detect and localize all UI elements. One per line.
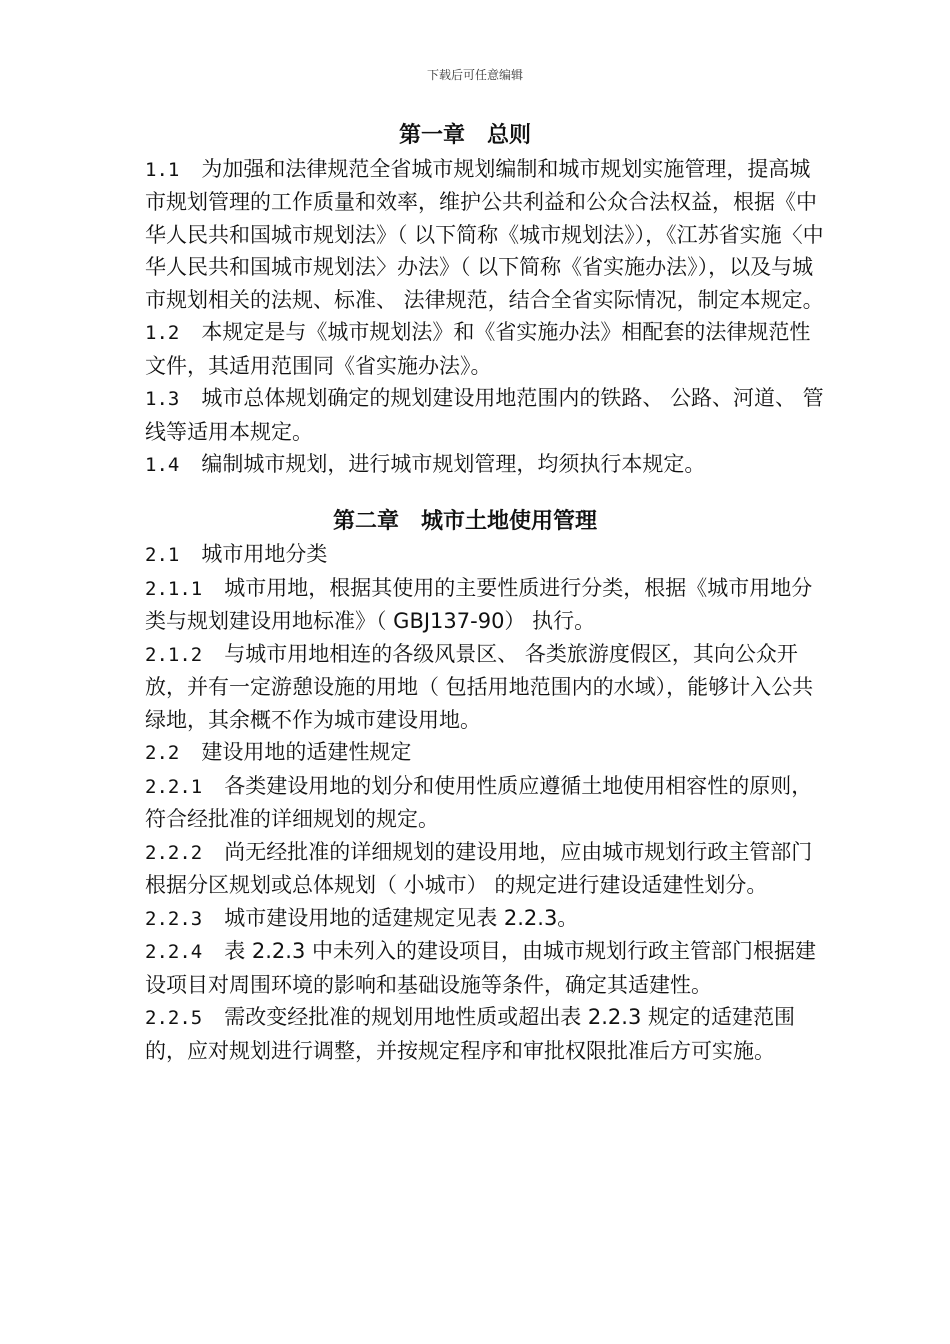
paragraph-2-2 bbox=[145, 736, 825, 770]
paragraph-2-1-1 bbox=[145, 572, 825, 638]
paragraph-2-2-5 bbox=[145, 1001, 825, 1067]
paragraph-text: 为加强和法律规范全省城市规划编制和城市规划实施管理，提高城市规划管理的工作质量和效率，维护公共利益和公众合法权益，根据《中华人民共和国城市规划法》（ 以下简称《城市规划法》），《江苏省实施〈中华人民共和国城市规划法〉办法》（ 以下简称《省实施办法》），以及与城市规划相关的法规、标准、 法律规范，结合全省实际情况，制定本规定。 bbox=[145, 156, 824, 312]
section-number: 2.2.4 bbox=[145, 941, 203, 963]
paragraph-2-2-3 bbox=[145, 902, 825, 936]
section-number: 2.1.1 bbox=[145, 577, 203, 600]
section-number: 2.2.5 bbox=[145, 1007, 203, 1029]
paragraph-1-3 bbox=[145, 382, 825, 448]
paragraph-text: 与城市用地相连的各级风景区、 各类旅游度假区，其向公众开放，并有一定游憩设施的用地（ 包括用地范围内的水域），能够计入公共绿地，其余概不作为城市建设用地。 bbox=[145, 641, 814, 732]
paragraph-1-1 bbox=[145, 153, 825, 317]
paragraph-text: 城市建设用地的适建规定见表 2.2.3。 bbox=[224, 905, 579, 930]
section-number: 1.3 bbox=[145, 388, 180, 410]
paragraph-text: 表 2.2.3 中未列入的建设项目，由城市规划行政主管部门根据建设项目对周围环境的影响和基础设施等条件，确定其适建性。 bbox=[145, 939, 816, 997]
paragraph-2-2-2 bbox=[145, 836, 825, 902]
chapter-2-title: 第二章 城市土地使用管理 bbox=[332, 508, 597, 534]
paragraph-2-1-2 bbox=[145, 638, 825, 737]
chapter-1-title: 第一章 总则 bbox=[398, 123, 531, 148]
paragraph-1-4 bbox=[145, 448, 825, 482]
paragraph-2-2-1 bbox=[145, 770, 825, 836]
section-number: 1.1 bbox=[145, 158, 180, 181]
section-number: 1.2 bbox=[145, 322, 180, 344]
paragraph-text: 城市用地，根据其使用的主要性质进行分类，根据《城市用地分类与规划建设用地标准》（ GBJ137-90） 执行。 bbox=[145, 575, 813, 633]
paragraph-text: 城市总体规划确定的规划建设用地范围内的铁路、 公路、河道、 管线等适用本规定。 bbox=[145, 386, 824, 444]
paragraph-2-1 bbox=[145, 538, 825, 572]
section-number: 1.4 bbox=[145, 454, 180, 476]
section-number: 2.2.1 bbox=[145, 775, 203, 798]
section-number: 2.1.2 bbox=[145, 643, 203, 666]
section-number: 2.2.2 bbox=[145, 841, 203, 864]
paragraph-text: 各类建设用地的划分和使用性质应遵循土地使用相容性的原则，符合经批准的详细规划的规定。 bbox=[145, 773, 813, 831]
paragraph-text: 需改变经批准的规划用地性质或超出表 2.2.3 规定的适建范围的，应对规划进行调整，并按规定程序和审批权限批准后方可实施。 bbox=[145, 1005, 795, 1063]
paragraph-text: 尚无经批准的详细规划的建设用地，应由城市规划行政主管部门根据分区规划或总体规划（ 小城市） 的规定进行建设适建性划分。 bbox=[145, 839, 813, 897]
paragraph-1-2 bbox=[145, 316, 825, 382]
paragraph-text: 本规定是与《城市规划法》和《省实施办法》相配套的法律规范性文件，其适用范围同《省实施办法》。 bbox=[145, 320, 811, 378]
document-body bbox=[145, 120, 825, 1067]
paragraph-2-2-4 bbox=[145, 935, 825, 1001]
section-number: 2.2.3 bbox=[145, 907, 203, 930]
paragraph-text: 建设用地的适建性规定 bbox=[201, 740, 412, 764]
page-header: 下载后可任意编辑 bbox=[426, 68, 523, 82]
section-number: 2.2 bbox=[145, 742, 180, 764]
paragraph-text: 编制城市规划，进行城市规划管理，均须执行本规定。 bbox=[201, 452, 706, 476]
paragraph-text: 城市用地分类 bbox=[201, 542, 328, 566]
section-number: 2.1 bbox=[145, 544, 180, 566]
